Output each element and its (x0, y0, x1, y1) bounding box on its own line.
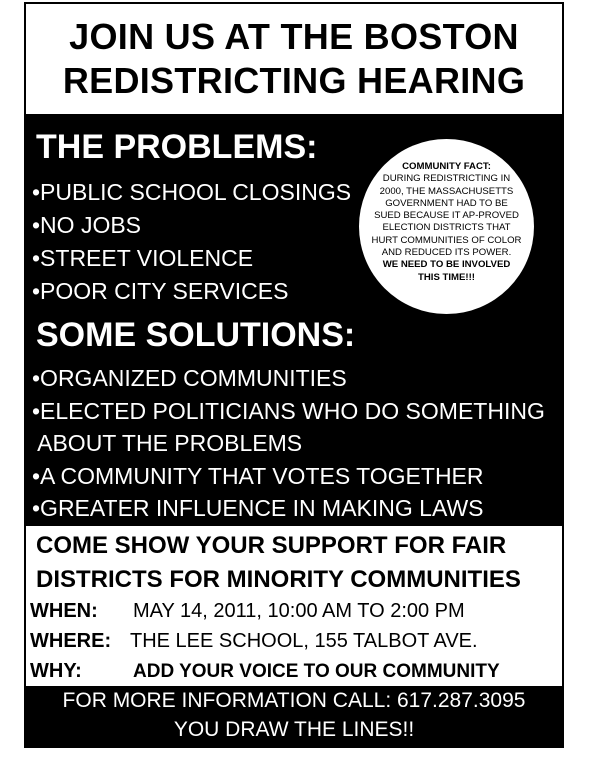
flyer-footer (26, 686, 562, 746)
where-label: WHERE: (30, 630, 112, 652)
where-value: THE LEE SCHOOL, 155 TALBOT AVE. (130, 630, 478, 652)
headline-line-1: JOIN US AT THE BOSTON (69, 16, 519, 57)
solution-item: ABOUT THE PROBLEMS (32, 430, 303, 456)
when-value: MAY 14, 2011, 10:00 AM TO 2:00 PM (133, 600, 465, 622)
problem-item: •PUBLIC SCHOOL CLOSINGS (32, 179, 352, 205)
problem-item: •NO JOBS (32, 212, 142, 238)
problem-item: •POOR CITY SERVICES (32, 278, 289, 304)
solution-item: •GREATER INFLUENCE IN MAKING LAWS (32, 495, 484, 521)
solutions-heading: SOME SOLUTIONS: (36, 316, 356, 354)
fact-emphasis: WE NEED TO BE INVOLVED THIS TIME!!! (382, 259, 511, 283)
tagline: YOU DRAW THE LINES!! (173, 718, 415, 741)
call-to-action-line-1: COME SHOW YOUR SUPPORT FOR FAIR (36, 532, 507, 559)
when-label: WHEN: (30, 600, 98, 622)
problem-item: •STREET VIOLENCE (32, 245, 254, 271)
where-row (30, 630, 478, 653)
why-row (30, 660, 500, 683)
solution-item: •ORGANIZED COMMUNITIES (32, 365, 347, 391)
flyer-header (26, 4, 562, 116)
call-to-action-line-2: DISTRICTS FOR MINORITY COMMUNITIES (36, 566, 521, 593)
event-details (26, 526, 562, 686)
solutions-list (32, 362, 545, 525)
problems-heading: THE PROBLEMS: (36, 128, 318, 166)
why-label: WHY: (30, 660, 82, 682)
solution-item: •A COMMUNITY THAT VOTES TOGETHER (32, 462, 484, 489)
flyer (24, 2, 564, 748)
problems-list (32, 176, 351, 308)
solution-item: •ELECTED POLITICIANS WHO DO SOMETHING (32, 397, 545, 424)
when-row (30, 600, 465, 623)
fact-body: DURING REDISTRICTING IN 2000, THE MASSACHUSETTS GOVERNMENT HAD TO BE SUED BECAUSE IT AP-PROVED ELECTION DISTRICTS THAT HURT COMMUNITIES OF COLOR AND REDUCED ITS POWER. (371, 173, 522, 259)
community-fact-circle (359, 139, 534, 314)
why-value: ADD YOUR VOICE TO OUR COMMUNITY (133, 661, 500, 682)
contact-info: FOR MORE INFORMATION CALL: 617.287.3095 (62, 689, 526, 712)
problems-solutions-panel (26, 116, 562, 526)
fact-title: COMMUNITY FACT: (402, 161, 491, 172)
headline-line-2: REDISTRICTING HEARING (62, 60, 526, 101)
